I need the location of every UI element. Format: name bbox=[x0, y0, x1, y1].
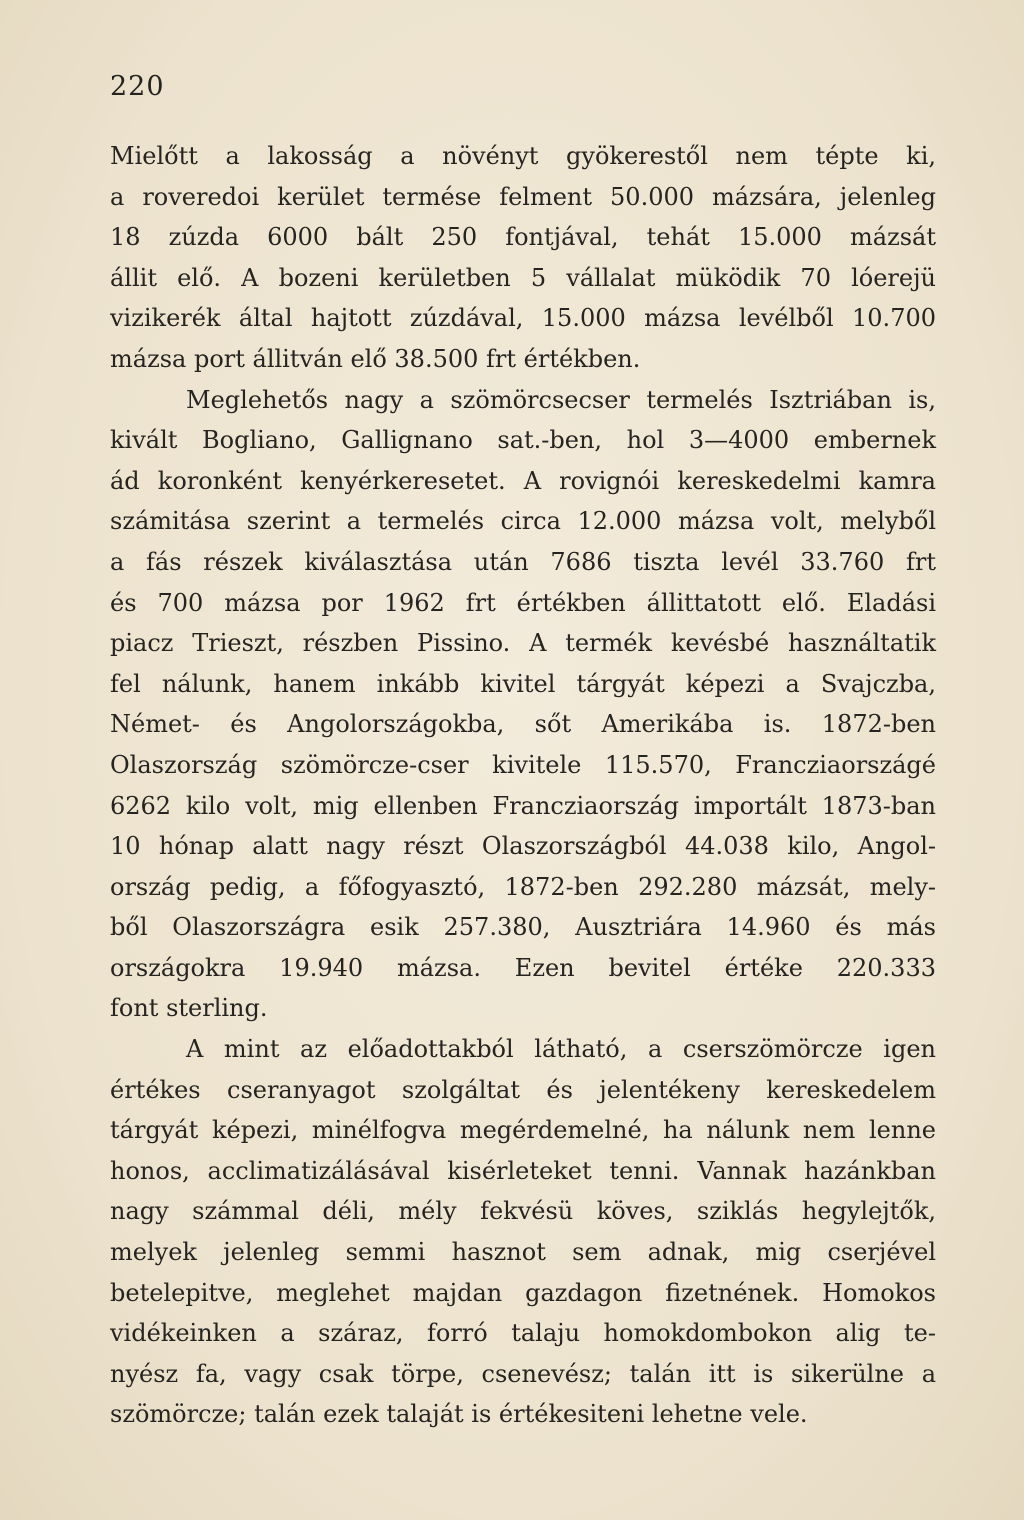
text-line: fel nálunk, hanem inkább kivitel tárgyát képezi a Svajczba, bbox=[110, 669, 936, 698]
paragraph bbox=[110, 1029, 936, 1435]
text-line: 6262 kilo volt, mig ellenben Francziaország importált 1873-ban bbox=[110, 791, 936, 820]
text-line: és 700 mázsa por 1962 frt értékben állittatott elő. Eladási bbox=[110, 588, 936, 617]
text-line: piacz Trieszt, részben Pissino. A termék kevésbé használtatik bbox=[110, 629, 936, 658]
text-line: nagy számmal déli, mély fekvésü köves, sziklás hegylejtők, bbox=[110, 1197, 936, 1226]
text-line: számitása szerint a termelés circa 12.000 mázsa volt, melyből bbox=[110, 507, 936, 536]
text-line: Olaszország szömörcze-cser kivitele 115.570, Francziaországé bbox=[110, 750, 936, 779]
text-line: Mielőtt a lakosság a növényt gyökerestől nem tépte ki, bbox=[110, 142, 936, 170]
text-line: A mint az előadottakból látható, a cserszömörcze igen bbox=[186, 1035, 936, 1064]
text-line: a fás részek kiválasztása után 7686 tiszta levél 33.760 frt bbox=[110, 547, 936, 576]
paragraph bbox=[110, 380, 936, 1030]
body-text bbox=[110, 136, 936, 1435]
text-line: ország pedig, a főfogyasztó, 1872-ben 292.280 mázsát, mely- bbox=[110, 872, 936, 901]
text-line: Német- és Angolországokba, sőt Amerikába is. 1872-ben bbox=[110, 710, 936, 739]
text-line: kivált Bogliano, Gallignano sat.-ben, hol 3—4000 embernek bbox=[110, 426, 936, 455]
text-line: vidékeinken a száraz, forró talaju homokdombokon alig te- bbox=[110, 1319, 936, 1348]
text-line: értékes cseranyagot szolgáltat és jelentékeny kereskedelem bbox=[110, 1075, 936, 1104]
text-line: szömörcze; talán ezek talaját is értékesiteni lehetne vele. bbox=[110, 1400, 808, 1429]
text-line: nyész fa, vagy csak törpe, csenevész; talán itt is sikerülne a bbox=[110, 1359, 936, 1388]
text-line: a roveredoi kerület termése felment 50.000 mázsára, jelenleg bbox=[110, 182, 936, 211]
text-line: vizikerék által hajtott zúzdával, 15.000 mázsa levélből 10.700 bbox=[110, 304, 936, 333]
text-line: ből Olaszországra esik 257.380, Ausztriára 14.960 és más bbox=[110, 913, 936, 942]
text-line: állit elő. A bozeni kerületben 5 vállalat müködik 70 lóerejü bbox=[110, 263, 936, 292]
text-line: font sterling. bbox=[110, 994, 268, 1023]
text-line: honos, acclimatizálásával kisérleteket tenni. Vannak hazánkban bbox=[110, 1156, 936, 1185]
text-line: országokra 19.940 mázsa. Ezen bevitel értéke 220.333 bbox=[110, 953, 936, 982]
text-line: mázsa port állitván elő 38.500 frt értékben. bbox=[110, 344, 641, 373]
paragraph bbox=[110, 136, 936, 380]
text-line: 18 zúzda 6000 bált 250 fontjával, tehát 15.000 mázsát bbox=[110, 223, 936, 252]
text-line: melyek jelenleg semmi hasznot sem adnak, mig cserjével bbox=[110, 1238, 936, 1267]
text-line: ád koronként kenyérkeresetet. A rovignói kereskedelmi kamra bbox=[110, 466, 936, 495]
text-line: betelepitve, meglehet majdan gazdagon fizetnének. Homokos bbox=[110, 1278, 936, 1307]
page-number: 220 bbox=[110, 71, 165, 102]
text-line: tárgyát képezi, minélfogva megérdemelné, ha nálunk nem lenne bbox=[110, 1116, 936, 1145]
text-line: Meglehetős nagy a szömörcsecser termelés Isztriában is, bbox=[186, 385, 936, 414]
text-line: 10 hónap alatt nagy részt Olaszországból 44.038 kilo, Angol- bbox=[110, 832, 936, 861]
